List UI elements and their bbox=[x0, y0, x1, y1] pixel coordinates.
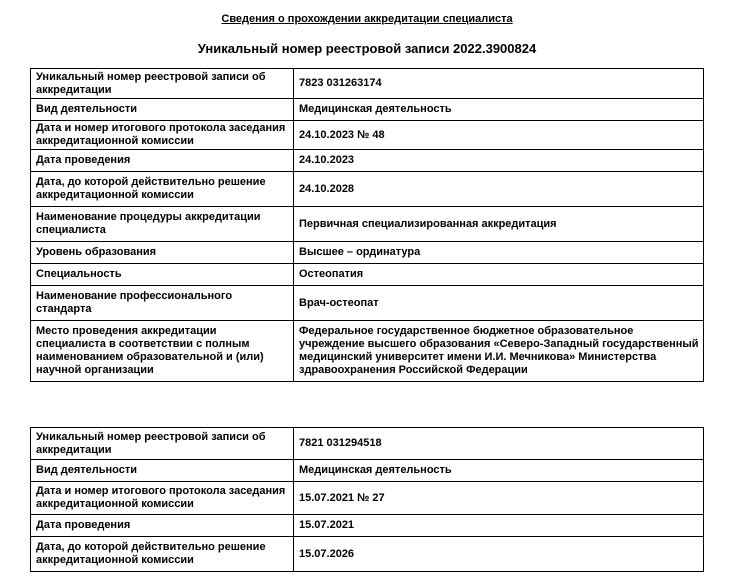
row-value: Высшее – ординатура bbox=[294, 242, 704, 264]
table-row-specialty bbox=[31, 264, 704, 286]
row-value: Врач-остеопат bbox=[294, 286, 704, 321]
row-value: Федеральное государственное бюджетное образовательное учреждение высшего образования «Северо-Западный государственный медицинский университет имени И.И. Мечникова» Министерства здравоохранения Российской Федерации bbox=[294, 321, 704, 382]
row-value: Первичная специализированная аккредитация bbox=[294, 207, 704, 242]
table-row-activity-type bbox=[31, 460, 704, 482]
table-row-protocol bbox=[31, 482, 704, 515]
table-row-activity-type bbox=[31, 99, 704, 121]
table-row-procedure bbox=[31, 207, 704, 242]
table-row-valid-until bbox=[31, 172, 704, 207]
row-value: 24.10.2028 bbox=[294, 172, 704, 207]
row-label: Дата и номер итогового протокола заседания аккредитационной комиссии bbox=[31, 121, 294, 150]
registry-heading: Уникальный номер реестровой записи 2022.3900824 bbox=[197, 41, 537, 56]
table-row-date-held bbox=[31, 515, 704, 537]
table-row-registry-number bbox=[31, 69, 704, 99]
document-title: Сведения о прохождении аккредитации специалиста bbox=[221, 13, 513, 25]
row-label: Вид деятельности bbox=[31, 99, 294, 121]
row-value: 7821 031294518 bbox=[294, 428, 704, 460]
accreditation-record-table-2 bbox=[30, 427, 704, 572]
row-value: 7823 031263174 bbox=[294, 69, 704, 99]
row-label: Вид деятельности bbox=[31, 460, 294, 482]
row-value: 24.10.2023 bbox=[294, 150, 704, 172]
row-label: Дата и номер итогового протокола заседания аккредитационной комиссии bbox=[31, 482, 294, 515]
row-label: Наименование процедуры аккредитации специалиста bbox=[31, 207, 294, 242]
row-label: Уникальный номер реестровой записи об аккредитации bbox=[31, 69, 294, 99]
row-label: Место проведения аккредитации специалиста в соответствии с полным наименованием образовательной и (или) научной организации bbox=[31, 321, 294, 382]
table-row-valid-until bbox=[31, 537, 704, 572]
row-label: Дата проведения bbox=[31, 515, 294, 537]
row-value: 15.07.2021 № 27 bbox=[294, 482, 704, 515]
row-label: Наименование профессионального стандарта bbox=[31, 286, 294, 321]
row-value: Медицинская деятельность bbox=[294, 99, 704, 121]
row-value: 15.07.2026 bbox=[294, 537, 704, 572]
table-row-date-held bbox=[31, 150, 704, 172]
row-label: Специальность bbox=[31, 264, 294, 286]
row-label: Дата проведения bbox=[31, 150, 294, 172]
row-value: 15.07.2021 bbox=[294, 515, 704, 537]
table-row-education-level bbox=[31, 242, 704, 264]
table-row-professional-standard bbox=[31, 286, 704, 321]
row-label: Дата, до которой действительно решение аккредитационной комиссии bbox=[31, 172, 294, 207]
row-value: Остеопатия bbox=[294, 264, 704, 286]
row-value: 24.10.2023 № 48 bbox=[294, 121, 704, 150]
row-label: Дата, до которой действительно решение аккредитационной комиссии bbox=[31, 537, 294, 572]
row-label: Уровень образования bbox=[31, 242, 294, 264]
table-row-place bbox=[31, 321, 704, 382]
accreditation-record-table-1 bbox=[30, 68, 704, 382]
row-label: Уникальный номер реестровой записи об аккредитации bbox=[31, 428, 294, 460]
row-value: Медицинская деятельность bbox=[294, 460, 704, 482]
table-row-protocol bbox=[31, 121, 704, 150]
table-row-registry-number bbox=[31, 428, 704, 460]
